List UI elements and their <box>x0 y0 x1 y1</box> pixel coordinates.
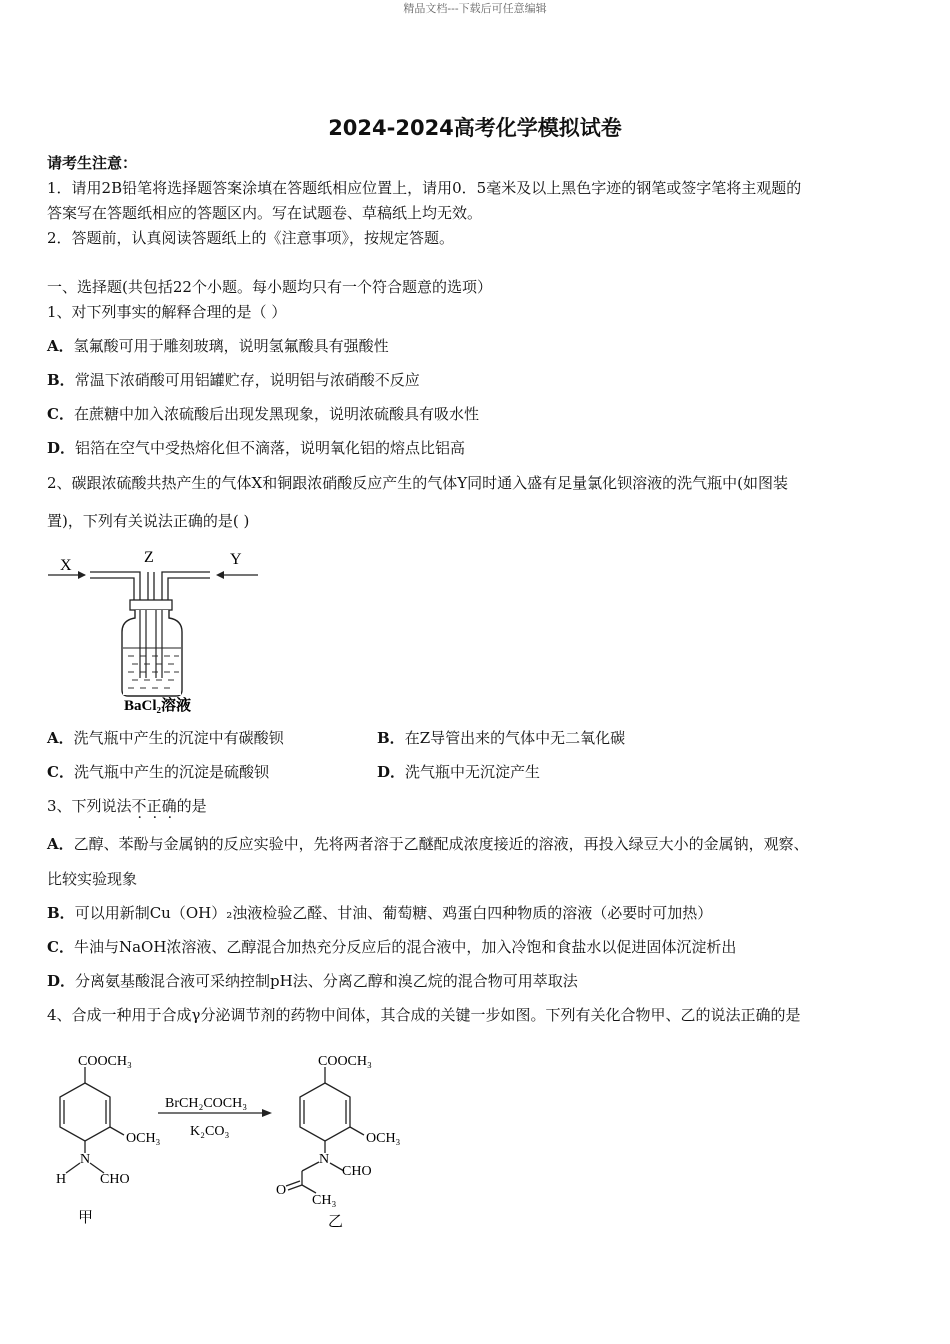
q3-stem <box>47 795 207 816</box>
q3-option-c-text: 牛油与NaOH浓溶液、乙醇混合加热充分反应后的混合液中，加入冷饱和食盐水以促进固体沉淀析出 <box>73 938 737 956</box>
q3-option-a-text: 乙醇、苯酚与金属钠的反应实验中，先将两者溶于乙醚配成浓度接近的溶液，再投入绿豆大小的金属钠，观察、 <box>73 835 809 853</box>
notice-line-2: 答案写在答题纸相应的答题区内。写在试题卷、草稿纸上均无效。 <box>47 204 483 222</box>
q2-option-b <box>377 727 625 748</box>
reagent-bottom: K₂CO₃ <box>190 1124 230 1139</box>
yi-methyl-group: CH₃ <box>312 1193 337 1208</box>
figure-label-z: Z <box>144 549 154 566</box>
yi-carbonyl-oxygen: O <box>276 1183 287 1198</box>
reagent-top: BrCH₂COCH₃ <box>165 1096 248 1111</box>
q3-option-d <box>47 970 578 991</box>
q3-emphasis-1: 不 <box>131 797 147 815</box>
figure-label-x: X <box>60 557 72 574</box>
bottle-stopper <box>130 600 172 610</box>
q3-option-c <box>47 936 736 957</box>
q2-option-a <box>47 727 284 748</box>
reaction-arrowhead <box>262 1109 272 1117</box>
jia-ester-group: COOCH₃ <box>78 1055 132 1069</box>
q3-option-a-continued: 比较实验现象 <box>47 870 138 888</box>
yi-ester-group: COOCH₃ <box>318 1055 372 1069</box>
q1-option-b <box>47 369 420 390</box>
q3-option-a <box>47 833 809 854</box>
q3-option-d-text: 分离氨基酸混合液可采纳控制pH法、分离乙醇和溴乙烷的混合物可用萃取法 <box>75 972 578 990</box>
gas-washing-bottle-figure <box>40 540 270 715</box>
yi-nitrogen: N <box>319 1152 330 1167</box>
notice-line-3: 2．答题前，认真阅读答题纸上的《注意事项》，按规定答题。 <box>47 229 455 247</box>
compound-jia <box>60 1067 124 1173</box>
option-letter: A． <box>47 835 74 853</box>
yi-methoxy-group: OCH₃ <box>366 1131 401 1146</box>
q3-stem-pre: 3、下列说法 <box>47 797 132 815</box>
figure-caption: BaCl₂溶液 <box>124 698 192 714</box>
q1-option-c <box>47 403 479 424</box>
q1-option-c-text: 在蔗糖中加入浓硫酸后出现发黑现象，说明浓硫酸具有吸水性 <box>73 405 479 423</box>
option-letter: C． <box>47 763 74 781</box>
notice-line-1: 1．请用2B铅笔将选择题答案涂填在答题纸相应位置上，请用0．5毫米及以上黑色字迹的钢笔或签字笔将主观题的 <box>47 179 802 197</box>
reaction-scheme <box>40 1055 420 1235</box>
q1-stem: 1、对下列事实的解释合理的是（ ） <box>47 303 287 321</box>
q1-option-a-text: 氢氟酸可用于雕刻玻璃，说明氢氟酸具有强酸性 <box>73 337 389 355</box>
q2-stem-line-2: 置)，下列有关说法正确的是( ) <box>47 512 250 530</box>
q4-stem: 4、合成一种用于合成γ分泌调节剂的药物中间体，其合成的关键一步如图。下列有关化合物甲、乙的说法正确的是 <box>47 1006 801 1024</box>
q1-option-d <box>47 437 465 458</box>
q2-option-d <box>377 761 540 782</box>
q3-stem-post: 的是 <box>176 797 207 815</box>
q2-option-b-text: 在Z导管出来的气体中无二氧化碳 <box>404 729 626 747</box>
q2-option-a-text: 洗气瓶中产生的沉淀中有碳酸钡 <box>73 729 284 747</box>
q2-option-c-text: 洗气瓶中产生的沉淀是硫酸钡 <box>73 763 269 781</box>
q1-option-d-text: 铝箔在空气中受热熔化但不滴落，说明氧化铝的熔点比铝高 <box>75 439 466 457</box>
option-letter: A． <box>47 337 74 355</box>
q3-option-b <box>47 902 712 923</box>
compound-jia-label: 甲 <box>78 1210 94 1226</box>
option-letter: D． <box>377 763 406 781</box>
q1-option-b-text: 常温下浓硝酸可用铝罐贮存，说明铝与浓硝酸不反应 <box>74 371 420 389</box>
arrowhead-x <box>78 571 86 579</box>
option-letter: B． <box>47 904 75 922</box>
inlet-tube-right <box>162 572 210 602</box>
q1-option-a <box>47 335 389 356</box>
jia-hydrogen: H <box>56 1172 67 1187</box>
option-letter: D． <box>47 439 76 457</box>
q2-option-d-text: 洗气瓶中无沉淀产生 <box>405 763 541 781</box>
jia-methoxy-group: OCH₃ <box>126 1131 161 1146</box>
notice-heading: 请考生注意： <box>47 154 138 172</box>
jia-formyl-group: CHO <box>100 1172 130 1187</box>
inlet-tube-left <box>90 572 140 602</box>
section-heading: 一、选择题(共包括22个小题。每小题均只有一个符合题意的选项） <box>47 278 492 296</box>
yi-formyl-group: CHO <box>342 1164 372 1179</box>
q3-emphasis-3: 确 <box>161 797 177 815</box>
option-letter: C． <box>47 405 74 423</box>
q3-emphasis-2: 正 <box>146 797 162 815</box>
compound-yi-label: 乙 <box>328 1214 344 1230</box>
option-letter: B． <box>377 729 405 747</box>
q2-stem-line-1: 2、碳跟浓硫酸共热产生的气体X和铜跟浓硝酸反应产生的气体Y同时通入盛有足量氯化钡溶液的洗气瓶中(如图装 <box>47 474 788 492</box>
q3-option-b-text: 可以用新制Cu（OH）₂浊液检验乙醛、甘油、葡萄糖、鸡蛋白四种物质的溶液（必要时可加热） <box>74 904 713 922</box>
figure-label-y: Y <box>230 551 242 568</box>
arrowhead-y <box>216 571 224 579</box>
q2-option-c <box>47 761 269 782</box>
option-letter: B． <box>47 371 75 389</box>
page-header: 精品文档---下载后可任意编辑 <box>403 2 547 15</box>
jia-nitrogen: N <box>80 1152 91 1167</box>
option-letter: A． <box>47 729 74 747</box>
option-letter: D． <box>47 972 76 990</box>
option-letter: C． <box>47 938 74 956</box>
page-title: 2024-2024高考化学模拟试卷 <box>328 116 622 140</box>
